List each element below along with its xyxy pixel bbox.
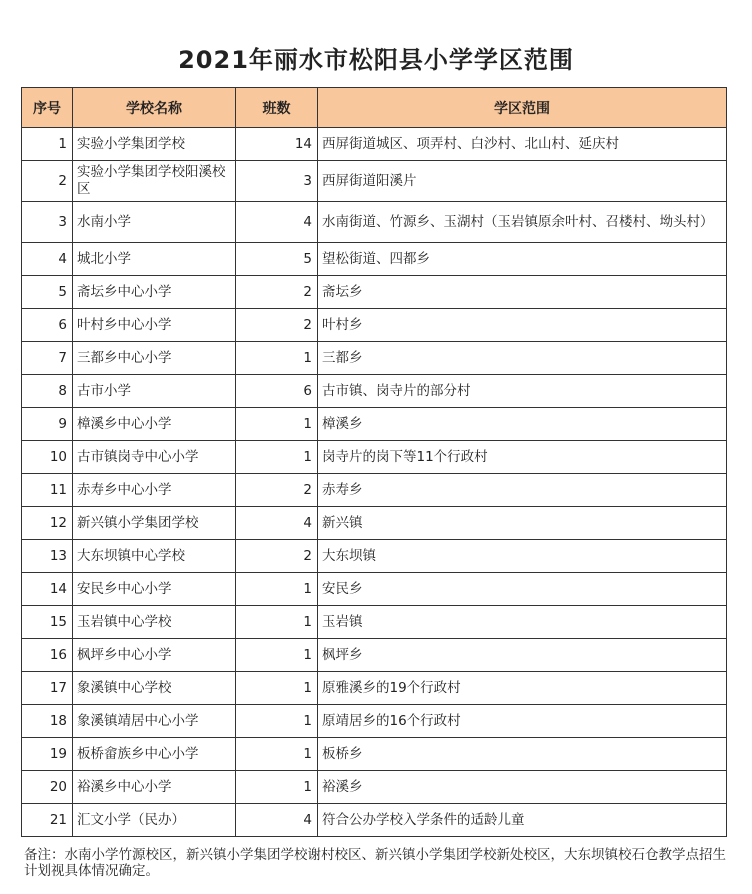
cell-area: 符合公办学校入学条件的适龄儿童: [318, 804, 727, 837]
cell-school: 安民乡中心小学: [73, 573, 236, 606]
cell-classes: 4: [236, 507, 318, 540]
cell-school: 实验小学集团学校阳溪校区: [73, 161, 236, 202]
table-row: [22, 540, 727, 573]
cell-no: 7: [22, 342, 73, 375]
cell-no: 14: [22, 573, 73, 606]
table-row: [22, 672, 727, 705]
cell-classes: 1: [236, 408, 318, 441]
table-row: [22, 507, 727, 540]
cell-classes: 2: [236, 474, 318, 507]
cell-school: 斋坛乡中心小学: [73, 276, 236, 309]
cell-school: 樟溪乡中心小学: [73, 408, 236, 441]
table-row: [22, 474, 727, 507]
cell-area: 樟溪乡: [318, 408, 727, 441]
cell-area: 赤寿乡: [318, 474, 727, 507]
cell-area: 水南街道、竹源乡、玉湖村（玉岩镇原余叶村、召楼村、坳头村）: [318, 202, 727, 243]
cell-no: 19: [22, 738, 73, 771]
cell-school: 古市小学: [73, 375, 236, 408]
cell-school: 象溪镇靖居中心小学: [73, 705, 236, 738]
table-row: [22, 276, 727, 309]
table-row: [22, 309, 727, 342]
table-row: [22, 441, 727, 474]
cell-no: 5: [22, 276, 73, 309]
table-row: [22, 573, 727, 606]
cell-no: 11: [22, 474, 73, 507]
cell-school: 叶村乡中心小学: [73, 309, 236, 342]
cell-school: 城北小学: [73, 243, 236, 276]
cell-classes: 2: [236, 540, 318, 573]
cell-classes: 1: [236, 705, 318, 738]
cell-no: 21: [22, 804, 73, 837]
cell-no: 3: [22, 202, 73, 243]
cell-school: 新兴镇小学集团学校: [73, 507, 236, 540]
cell-classes: 1: [236, 771, 318, 804]
table-row: [22, 606, 727, 639]
cell-school: 象溪镇中心学校: [73, 672, 236, 705]
table-row: [22, 375, 727, 408]
page-title: 2021年丽水市松阳县小学学区范围: [178, 46, 574, 74]
table-header-row: [22, 88, 727, 128]
cell-school: 水南小学: [73, 202, 236, 243]
cell-area: 岗寺片的岗下等11个行政村: [318, 441, 727, 474]
table-row: [22, 128, 727, 161]
cell-area: 斋坛乡: [318, 276, 727, 309]
cell-no: 2: [22, 161, 73, 202]
cell-school: 古市镇岗寺中心小学: [73, 441, 236, 474]
cell-classes: 2: [236, 309, 318, 342]
header-school: 学校名称: [73, 88, 236, 128]
cell-area: 西屏街道阳溪片: [318, 161, 727, 202]
table-row: [22, 804, 727, 837]
cell-classes: 4: [236, 804, 318, 837]
cell-school: 裕溪乡中心小学: [73, 771, 236, 804]
cell-no: 4: [22, 243, 73, 276]
table-row: [22, 202, 727, 243]
cell-area: 裕溪乡: [318, 771, 727, 804]
cell-classes: 1: [236, 639, 318, 672]
cell-area: 安民乡: [318, 573, 727, 606]
cell-no: 18: [22, 705, 73, 738]
cell-classes: 1: [236, 738, 318, 771]
cell-school: 玉岩镇中心学校: [73, 606, 236, 639]
cell-school: 汇文小学（民办）: [73, 804, 236, 837]
cell-area: 玉岩镇: [318, 606, 727, 639]
header-classes: 班数: [236, 88, 318, 128]
cell-school: 赤寿乡中心小学: [73, 474, 236, 507]
cell-no: 20: [22, 771, 73, 804]
cell-classes: 1: [236, 672, 318, 705]
cell-no: 15: [22, 606, 73, 639]
cell-classes: 1: [236, 342, 318, 375]
table-body: [22, 128, 727, 837]
cell-classes: 6: [236, 375, 318, 408]
cell-area: 原靖居乡的16个行政村: [318, 705, 727, 738]
cell-no: 16: [22, 639, 73, 672]
cell-classes: 1: [236, 441, 318, 474]
table-row: [22, 738, 727, 771]
cell-area: 枫坪乡: [318, 639, 727, 672]
cell-area: 原雅溪乡的19个行政村: [318, 672, 727, 705]
table-row: [22, 771, 727, 804]
cell-area: 望松街道、四都乡: [318, 243, 727, 276]
cell-classes: 1: [236, 606, 318, 639]
cell-school: 实验小学集团学校: [73, 128, 236, 161]
table-row: [22, 161, 727, 202]
table-row: [22, 243, 727, 276]
cell-no: 6: [22, 309, 73, 342]
cell-classes: 4: [236, 202, 318, 243]
cell-no: 8: [22, 375, 73, 408]
school-district-table: [21, 87, 727, 837]
table-row: [22, 705, 727, 738]
cell-no: 13: [22, 540, 73, 573]
cell-classes: 14: [236, 128, 318, 161]
cell-school: 三都乡中心小学: [73, 342, 236, 375]
header-no: 序号: [22, 88, 73, 128]
cell-school: 大东坝镇中心学校: [73, 540, 236, 573]
cell-area: 板桥乡: [318, 738, 727, 771]
cell-no: 10: [22, 441, 73, 474]
table-row: [22, 342, 727, 375]
table-row: [22, 408, 727, 441]
cell-area: 大东坝镇: [318, 540, 727, 573]
cell-area: 古市镇、岗寺片的部分村: [318, 375, 727, 408]
cell-school: 枫坪乡中心小学: [73, 639, 236, 672]
cell-area: 西屏街道城区、项弄村、白沙村、北山村、延庆村: [318, 128, 727, 161]
header-area: 学区范围: [318, 88, 727, 128]
cell-classes: 2: [236, 276, 318, 309]
footnote: 备注：水南小学竹源校区，新兴镇小学集团学校谢村校区、新兴镇小学集团学校新处校区，大东坝镇校石仓教学点招生计划视具体情况确定。: [24, 847, 726, 879]
cell-area: 叶村乡: [318, 309, 727, 342]
cell-area: 三都乡: [318, 342, 727, 375]
cell-classes: 1: [236, 573, 318, 606]
cell-area: 新兴镇: [318, 507, 727, 540]
cell-no: 17: [22, 672, 73, 705]
table-row: [22, 639, 727, 672]
cell-no: 1: [22, 128, 73, 161]
cell-school: 板桥畲族乡中心小学: [73, 738, 236, 771]
cell-no: 9: [22, 408, 73, 441]
cell-classes: 5: [236, 243, 318, 276]
cell-classes: 3: [236, 161, 318, 202]
cell-no: 12: [22, 507, 73, 540]
